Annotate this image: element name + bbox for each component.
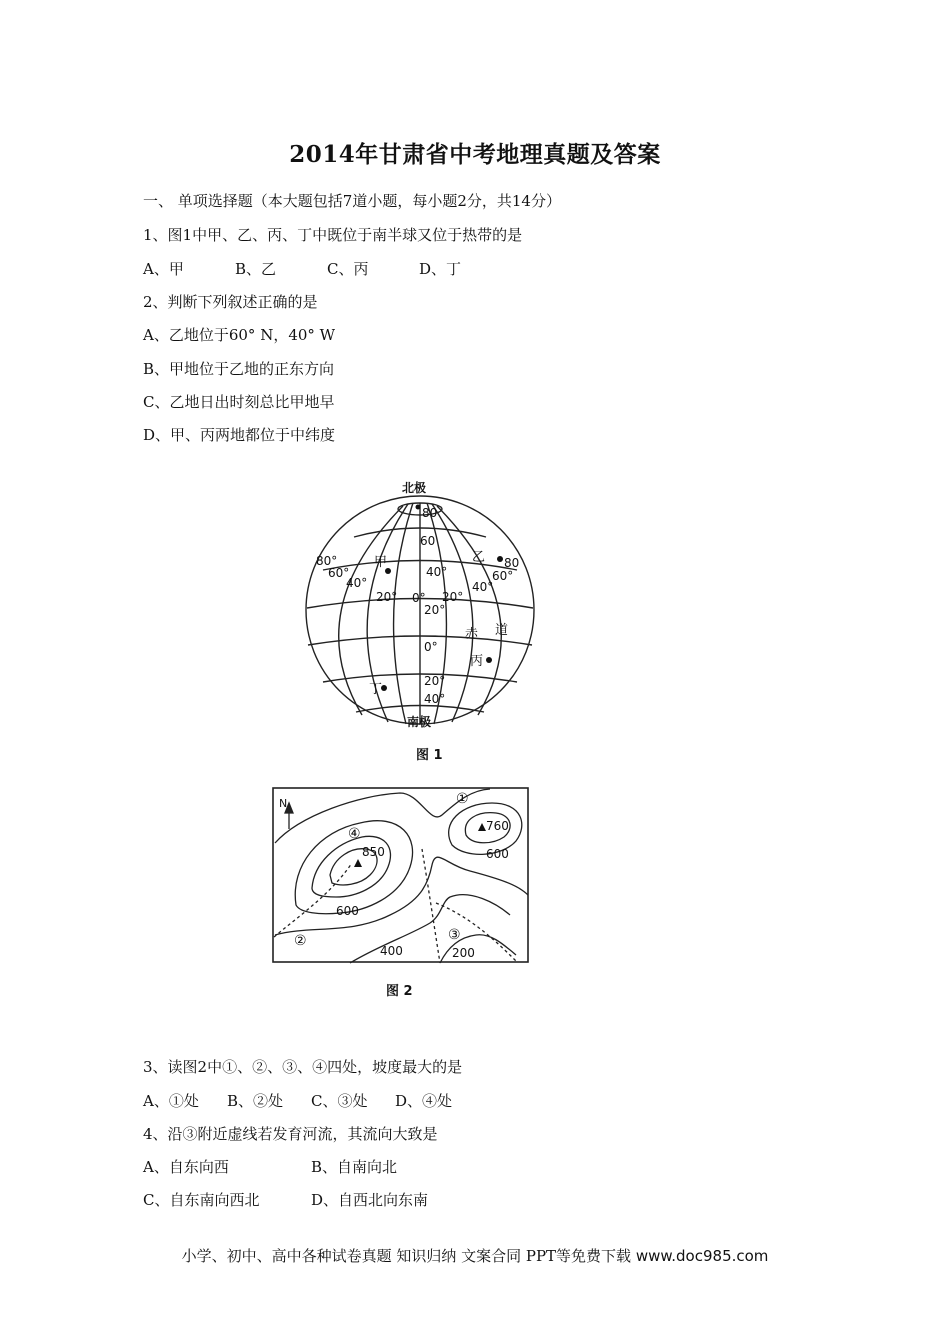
latitude-label: 60 [420,534,436,548]
option-d[interactable]: D、甲、丙两地都位于中纬度 [143,426,336,444]
point-jia: 甲 [374,555,388,570]
figure-1-globe [290,475,550,740]
question-4-options-row-2 [143,1189,428,1210]
meridian-label: 0° [412,591,426,605]
meridian-label: 40° [472,580,494,594]
question-3-options [143,1090,452,1111]
option-b[interactable]: B、乙 [235,260,277,278]
option-a[interactable]: A、自东向西 [143,1158,229,1176]
option-b[interactable]: B、甲地位于乙地的正东方向 [143,360,335,378]
latitude-label: 0° [424,640,438,654]
marker-3: ③ [448,927,461,943]
meridian-label: 60° [328,566,350,580]
meridian-label: 20° [376,590,398,604]
marker-1: ① [456,791,469,807]
meridian-label: 60° [492,569,514,583]
latitude-label: 40° [426,565,448,579]
option-c[interactable]: C、丙 [327,260,369,278]
equator-label: 赤 [465,627,479,642]
footer-text: 小学、初中、高中各种试卷真题 知识归纳 文案合同 PPT等免费下载 [181,1247,632,1265]
north-label: N [279,797,288,810]
question-4-options-row-1 [143,1156,397,1177]
question-3-stem: 3、读图2中①、②、③、④四处，坡度最大的是 [143,1058,463,1076]
contour-label: 400 [380,944,403,958]
question-1-options [143,258,461,279]
point-ding: 丁 [369,682,383,697]
question-4-stem: 4、沿③附近虚线若发育河流，其流向大致是 [143,1125,438,1143]
option-c[interactable]: C、③处 [311,1092,368,1110]
contour-label: 200 [452,946,475,960]
question-1-stem: 1、图1中甲、乙、丙、丁中既位于南半球又位于热带的是 [143,226,523,244]
footer-url[interactable]: www.doc985.com [635,1247,769,1265]
option-a[interactable]: A、乙地位于60° N，40° W [143,326,336,344]
page-footer [0,1245,950,1266]
figure-2-caption: 图 2 [386,984,413,999]
contour-label: 600 [336,904,359,918]
meridian-label: 20° [442,590,464,604]
question-2-stem: 2、判断下列叙述正确的是 [143,293,318,311]
marker-4: ④ [348,826,361,842]
option-d[interactable]: D、丁 [419,260,462,278]
marker-2: ② [294,933,307,949]
option-d[interactable]: D、自西北向东南 [311,1191,429,1209]
point-bing: 丙 [470,654,484,669]
meridian-label: 80° [316,554,338,568]
equator-label: 道 [495,623,509,638]
north-pole-label: 北极 [402,481,427,495]
latitude-label: 20° [424,674,446,688]
option-b[interactable]: B、②处 [227,1092,284,1110]
meridian-label: 40° [346,576,368,590]
option-d[interactable]: D、④处 [395,1092,453,1110]
latitude-label: 40° [424,692,446,706]
south-pole-label: 南极 [407,715,432,729]
contour-label: 600 [486,847,509,861]
peak-elevation: 850 [362,845,385,859]
peak-elevation: 760 [486,819,509,833]
option-c[interactable]: C、自东南向西北 [143,1191,260,1209]
latitude-label: 20° [424,603,446,617]
section-heading: 一、 单项选择题（本大题包括7道小题，每小题2分，共14分） [143,192,561,210]
latitude-label: 80 [422,506,438,520]
option-a[interactable]: A、甲 [143,260,184,278]
page-title: 2014年甘肃省中考地理真题及答案 [289,141,661,168]
point-yi: 乙 [472,550,486,565]
figure-2-contour-map [270,785,532,967]
option-c[interactable]: C、乙地日出时刻总比甲地早 [143,393,335,411]
option-b[interactable]: B、自南向北 [311,1158,398,1176]
option-a[interactable]: A、①处 [143,1092,199,1110]
figure-1-caption: 图 1 [416,748,443,763]
meridian-label: 80 [504,556,520,570]
